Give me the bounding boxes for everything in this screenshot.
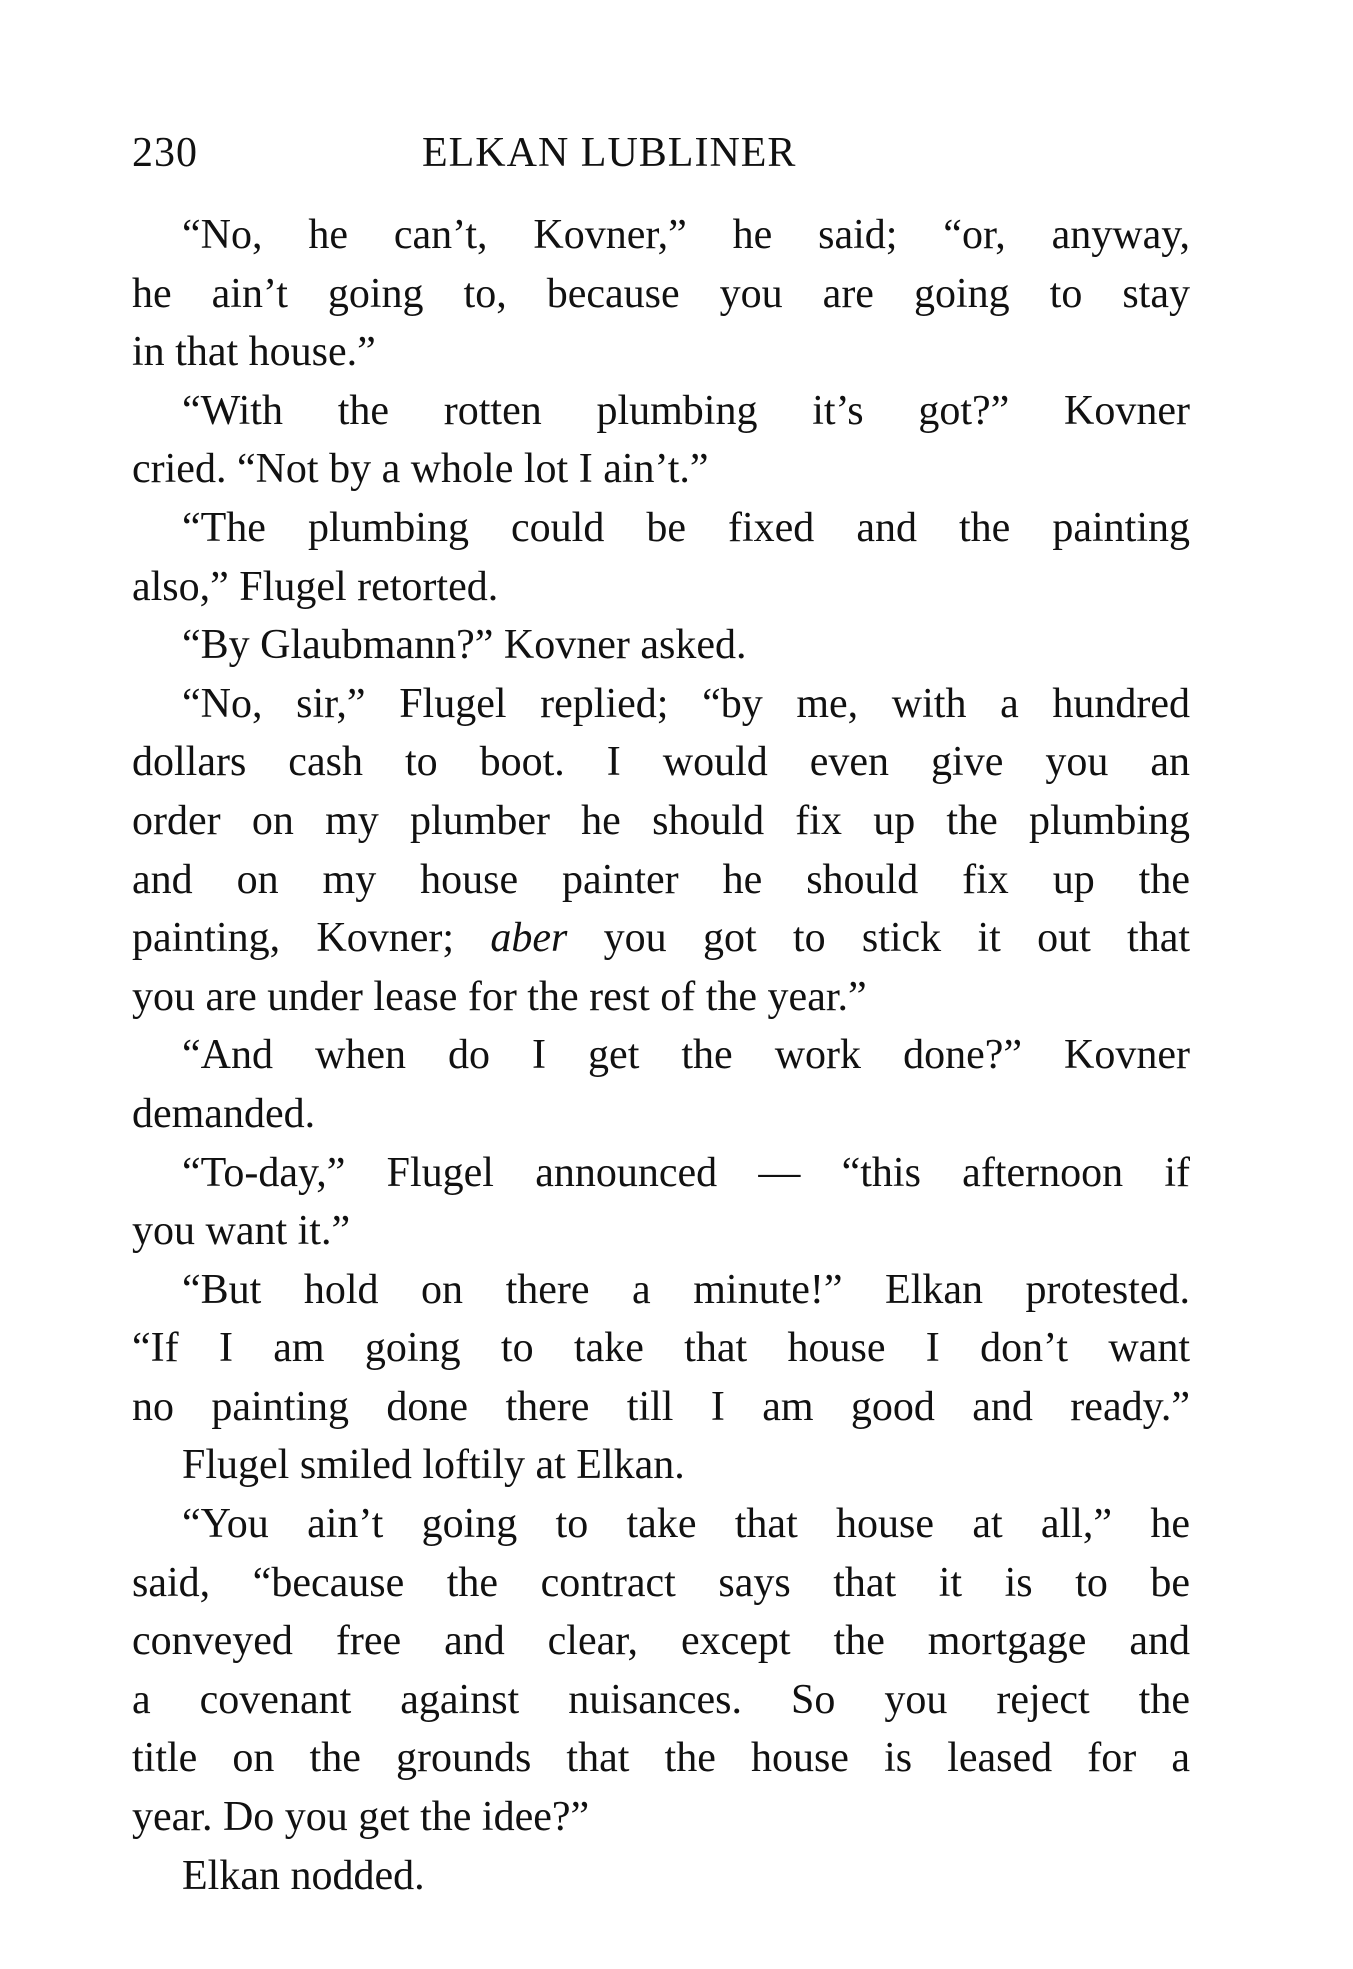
text-line-mixed (132, 909, 1190, 968)
text-line: “You ain’t going to take that house at all,” he (182, 1501, 1190, 1548)
text-line: title on the grounds that the house is leased for a (132, 1735, 1190, 1782)
text-line: in that house.” (132, 329, 376, 376)
text-line: and on my house painter he should fix up the (132, 856, 1190, 903)
text-line: “With the rotten plumbing it’s got?” Kovner (182, 387, 1190, 434)
text-line: no painting done there till I am good and ready.” (132, 1383, 1190, 1430)
text-line: order on my plumber he should fix up the plumbing (132, 797, 1190, 844)
running-title: ELKAN LUBLINER (422, 130, 797, 176)
text-line: he ain’t going to, because you are going to stay (132, 270, 1190, 317)
italic-word: aber (490, 915, 568, 962)
text-line: dollars cash to boot. I would even give you an (132, 739, 1190, 786)
text-line: “No, he can’t, Kovner,” he said; “or, anyway, (182, 212, 1190, 258)
text-line: “No, sir,” Flugel replied; “by me, with a hundred (182, 680, 1190, 727)
text-line: Flugel smiled loftily at Elkan. (182, 1442, 685, 1489)
text-line: “By Glaubmann?” Kovner asked. (182, 622, 747, 669)
text-line: conveyed free and clear, except the mortgage and (132, 1618, 1190, 1665)
text-segment: painting, Kovner; (132, 915, 455, 962)
page-number: 230 (132, 130, 198, 176)
text-line: “The plumbing could be fixed and the painting (182, 504, 1190, 551)
text-line: you are under lease for the rest of the year.” (132, 973, 867, 1020)
text-line: “And when do I get the work done?” Kovner (182, 1032, 1190, 1079)
text-line: “If I am going to take that house I don’t want (132, 1325, 1190, 1372)
text-line: Elkan nodded. (182, 1852, 425, 1899)
text-segment: you got to stick it out that (603, 915, 1190, 962)
text-line: “But hold on there a minute!” Elkan protested. (182, 1266, 1190, 1313)
text-line: cried. “Not by a whole lot I ain’t.” (132, 446, 709, 493)
text-line: also,” Flugel retorted. (132, 563, 499, 610)
body-text (132, 206, 1190, 1905)
text-line: demanded. (132, 1090, 316, 1137)
text-line: said, “because the contract says that it is to be (132, 1559, 1190, 1606)
text-line: a covenant against nuisances. So you reject the (132, 1676, 1190, 1723)
text-line: “To-day,” Flugel announced — “this afternoon if (182, 1149, 1190, 1196)
text-line: year. Do you get the idee?” (132, 1794, 590, 1841)
running-head (132, 128, 1190, 178)
text-line: you want it.” (132, 1208, 351, 1255)
